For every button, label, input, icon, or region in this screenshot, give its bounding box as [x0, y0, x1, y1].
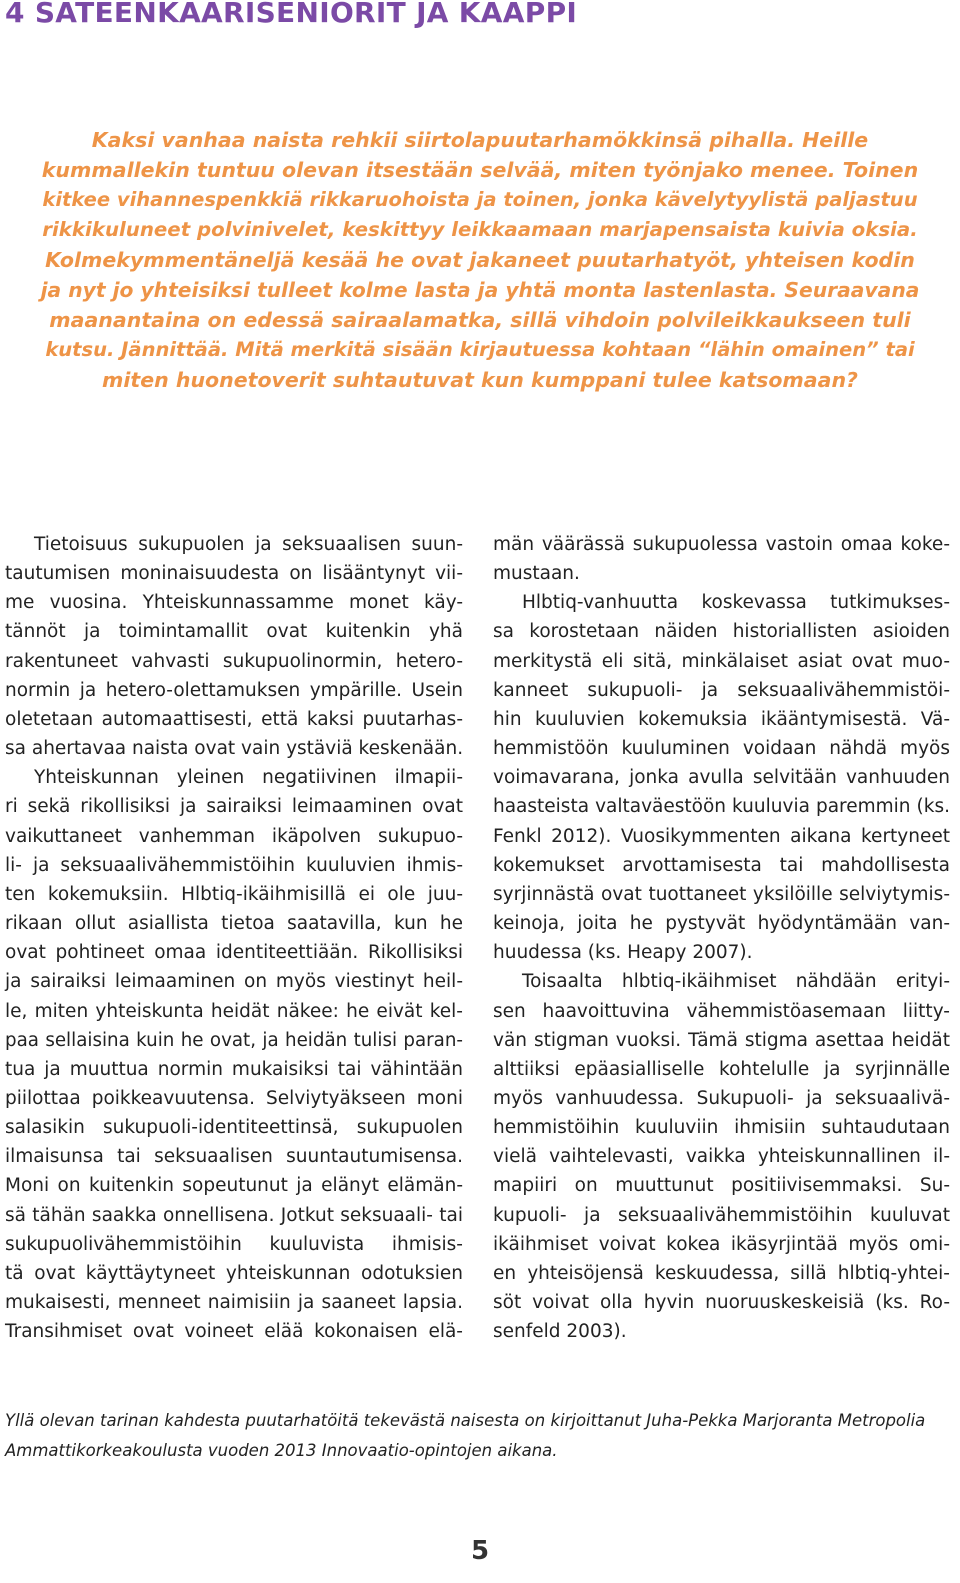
body-line: ilmaisunsa tai seksuaalisen suuntautumisensa.: [5, 1146, 463, 1168]
body-line: mustaan.: [493, 563, 580, 585]
body-line: vielä vaihtelevasti, vaikka yhteiskunnallinen il-: [493, 1146, 950, 1168]
body-line: mapiiri on muuttunut positiivisemmaksi. Su-: [493, 1175, 950, 1197]
body-line: söt voivat olla hyvin nuoruuskeskeisiä (ks. Ro-: [493, 1292, 950, 1314]
body-line: salasikin sukupuoli-identiteettinsä, sukupuolen: [5, 1117, 463, 1139]
body-line: paa sellaisina kuin he ovat, ja heidän tulisi paran-: [5, 1029, 463, 1051]
body-line: sa ahertavaa naista ovat vain ystäviä keskenään.: [5, 738, 464, 760]
body-line: hin kuuluvien kokemuksia ikääntymisestä. Vä-: [493, 708, 950, 730]
body-line: kupuoli- ja seksuaalivähemmistöihin kuuluvat: [493, 1204, 950, 1226]
intro-line: rikkikuluneet polvinivelet, keskittyy leikkaamaan marjapensaista kuivia oksia.: [42, 218, 918, 241]
body-line: Tietoisuus sukupuolen ja seksuaalisen suun-: [34, 534, 463, 555]
body-line: ja sairaiksi leimaaminen on myös viestinyt heil-: [5, 971, 463, 993]
body-line: voimavarana, jonka avulla selvitään vanhuuden: [493, 767, 950, 789]
body-line: me vuosina. Yhteiskunnassamme monet käy-: [5, 592, 463, 614]
footnote: [5, 1406, 950, 1466]
body-line: rikaan ollut asiallista tietoa saatavilla, kun he: [5, 913, 463, 935]
body-line: sukupuolivähemmistöihin kuuluvista ihmisis-: [5, 1233, 463, 1255]
body-line: kokemukset arvottamisesta tai mahdollisesta: [493, 854, 950, 876]
footnote-line: Ammattikorkeakoulusta vuoden 2013 Innovaatio-opintojen aikana.: [5, 1441, 558, 1460]
body-line: män väärässä sukupuolessa vastoin omaa koke-: [493, 534, 950, 555]
body-line: le, miten yhteiskunta heidät näkee: he eivät kel-: [5, 1000, 463, 1022]
intro-line: kummallekin tuntuu olevan itsestään selvää, miten työnjako menee. Toinen: [41, 158, 919, 182]
body-line: Hlbtiq-vanhuutta koskevassa tutkimukses-: [522, 592, 950, 614]
body-line: merkitystä eli sitä, minkälaiset asiat ovat muo-: [493, 650, 950, 672]
body-line: keinoja, joita he pystyvät hyödyntämään van-: [493, 913, 950, 935]
body-line: Transihmiset ovat voineet elää kokonaisen elä-: [5, 1321, 463, 1343]
body-line: piilottaa poikkeavuutensa. Selviytyäkseen moni: [5, 1087, 463, 1109]
body-line: syrjinnästä ovat tuottaneet yksilöille selviytymis-: [493, 883, 950, 905]
intro-line: maanantaina on edessä sairaalamatka, sillä vihdoin polvileikkaukseen tuli: [49, 308, 911, 332]
intro-line: Kaksi vanhaa naista rehkii siirtolapuutarhamökkinsä pihalla. Heille: [91, 128, 869, 152]
body-line: rakentuneet vahvasti sukupuolinormin, hetero-: [5, 650, 463, 672]
body-column-left: [5, 530, 463, 1346]
body-line: Fenkl 2012). Vuosikymmenten aikana kertyneet: [493, 825, 950, 847]
intro-story: [40, 125, 920, 395]
body-line: ten kokemuksiin. Hlbtiq-ikäihmisillä ei ole juu-: [5, 883, 463, 905]
page-number: 5: [470, 1536, 490, 1566]
body-line: kanneet sukupuoli- ja seksuaalivähemmistöi-: [493, 679, 950, 701]
body-line: hemmistöön kuuluminen voidaan nähdä myös: [493, 738, 950, 760]
body-line: senfeld 2003).: [493, 1321, 627, 1343]
body-line: sä tähän saakka onnellisena. Jotkut seksuaali- tai: [5, 1204, 463, 1226]
body-line: ikäihmiset voivat kokea ikäsyrjintää myös omi-: [493, 1233, 950, 1255]
body-line: ri sekä rikollisiksi ja sairaiksi leimaaminen ovat: [5, 796, 463, 818]
body-line: sa korostetaan näiden historiallisten asioiden: [493, 621, 950, 643]
intro-line: kitkee vihannespenkkiä rikkaruohoista ja toinen, jonka kävelytyylistä paljastuu: [42, 188, 918, 211]
body-line: myös vanhuudessa. Sukupuoli- ja seksuaalivä-: [493, 1087, 950, 1109]
body-line: tua ja muuttua normin mukaisiksi tai vähintään: [5, 1058, 463, 1080]
body-line: ovat pohtineet omaa identiteettiään. Rikollisiksi: [5, 942, 463, 964]
body-line: sen haavoittuvina vähemmistöasemaan liitty-: [493, 1000, 950, 1022]
page-title: 4 SATEENKAARISENIORIT JA KAAPPI: [5, 0, 578, 29]
intro-line: ja nyt jo yhteisiksi tulleet kolme lasta ja yhtä monta lastenlasta. Seuraavana: [40, 278, 920, 302]
body-line: huudessa (ks. Heapy 2007).: [493, 942, 753, 964]
body-line: en yhteisöjensä keskuudessa, sillä hlbtiq-yhtei-: [493, 1262, 950, 1284]
body-line: mukaisesti, menneet naimisiin ja saaneet lapsia.: [5, 1292, 463, 1314]
body-line: vaikuttaneet vanhemman ikäpolven sukupuo-: [5, 825, 463, 847]
body-line: Toisaalta hlbtiq-ikäihmiset nähdään erityi-: [522, 971, 950, 993]
footnote-line: Yllä olevan tarinan kahdesta puutarhatöitä tekevästä naisesta on kirjoittanut Juha-Pekka Marjoranta Metropolia: [5, 1411, 926, 1430]
intro-line: miten huonetoverit suhtautuvat kun kumppani tulee katsomaan?: [102, 368, 858, 392]
body-column-right: [493, 530, 950, 1346]
body-line: normin ja hetero-olettamuksen ympärille. Usein: [5, 679, 463, 701]
body-line: oletetaan automaattisesti, että kaksi puutarhas-: [5, 708, 463, 730]
body-line: Moni on kuitenkin sopeutunut ja elänyt elämän-: [5, 1175, 463, 1197]
body-line: vän stigman vuoksi. Tämä stigma asettaa heidät: [493, 1029, 950, 1051]
body-line: alttiiksi epäasialliselle kohtelulle ja syrjinnälle: [493, 1058, 950, 1080]
body-line: li- ja seksuaalivähemmistöihin kuuluvien ihmis-: [5, 854, 463, 876]
body-line: tautumisen moninaisuudesta on lisääntynyt vii-: [5, 563, 463, 585]
intro-line: Kolmekymmentäneljä kesää he ovat jakaneet puutarhatyöt, yhteisen kodin: [45, 248, 915, 272]
body-line: haasteista valtaväestöön kuuluvia paremmin (ks.: [493, 796, 950, 818]
body-line: hemmistöihin kuuluviin ihmisiin suhtaudutaan: [493, 1117, 950, 1139]
body-line: tä ovat käyttäytyneet yhteiskunnan odotuksien: [5, 1262, 463, 1284]
intro-line: kutsu. Jännittää. Mitä merkitä sisään kirjautuessa kohtaan “lähin omainen” tai: [45, 338, 915, 361]
body-line: Yhteiskunnan yleinen negatiivinen ilmapii-: [34, 767, 463, 789]
body-line: tännöt ja toimintamallit ovat kuitenkin yhä: [5, 621, 463, 643]
